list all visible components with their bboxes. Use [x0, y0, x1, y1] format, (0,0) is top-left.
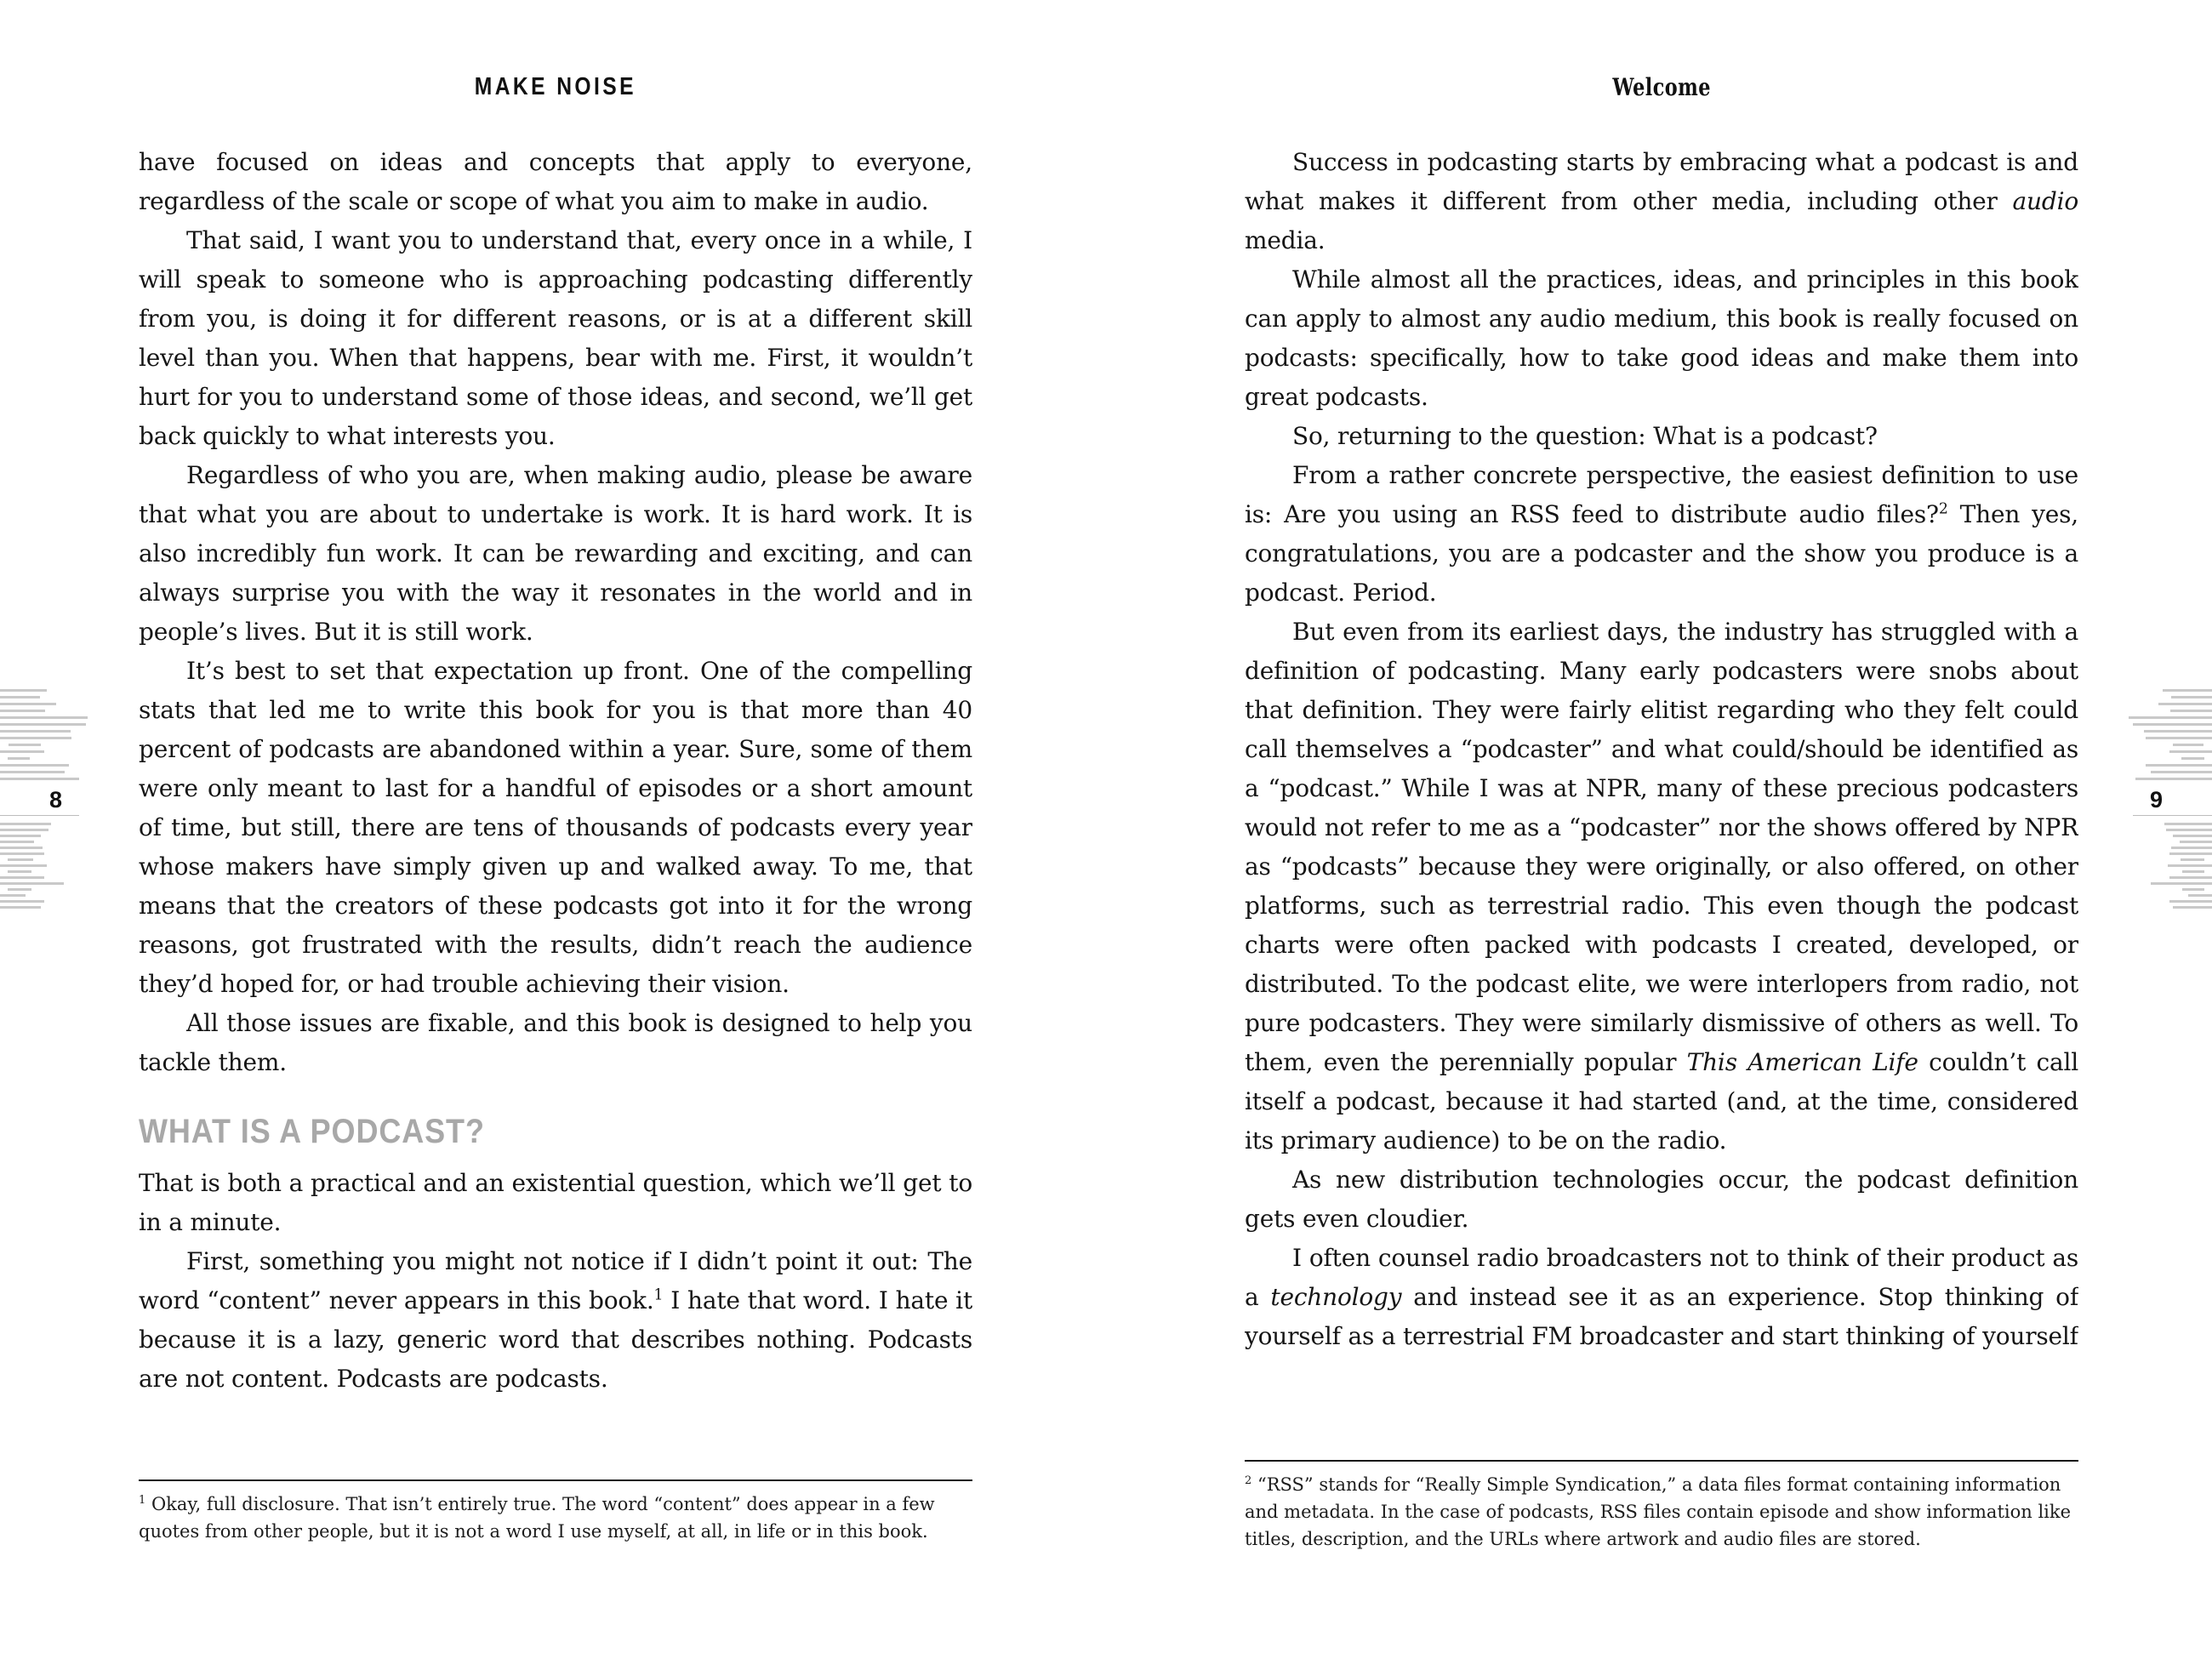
italic-text: This American Life	[1686, 1048, 1918, 1076]
edge-bar	[0, 737, 71, 739]
edge-bar	[2171, 847, 2212, 849]
text-run: That is both a practical and an existential question, which we’ll get to in a minute.	[139, 1169, 972, 1236]
page-number-right: 9	[2149, 787, 2163, 812]
page-number-left: 8	[49, 787, 63, 812]
edge-bar	[0, 852, 44, 855]
edge-bar	[2182, 888, 2204, 891]
edge-bar	[2144, 730, 2212, 733]
edge-bar	[2173, 835, 2212, 837]
paragraph	[139, 1004, 972, 1082]
edge-bar	[2169, 750, 2212, 753]
running-head-left-text: MAKE NOISE	[474, 73, 637, 100]
edge-bar	[0, 778, 79, 780]
text-run: Then yes, congratulations, you are a podcaster and the show you produce is a podcast. Period.	[1245, 500, 2078, 607]
edge-bar	[2146, 737, 2212, 739]
text-run: From a rather concrete perspective, the easiest definition to use is: Are you using an RSS feed to distribute audio files?	[1245, 461, 2078, 528]
edge-bar	[2133, 723, 2212, 726]
edge-bar	[0, 750, 44, 753]
running-head-right-text: Welcome	[1612, 73, 1711, 101]
edge-rule-left	[0, 815, 79, 816]
text-run: “RSS” stands for “Really Simple Syndication,” a data files format containing information and metadata. In the case of podcasts, RSS files contain episode and show information like titles, description, and the URLs where artwork and audio files are stored.	[1245, 1474, 2072, 1549]
edge-bar	[0, 835, 41, 837]
text-run: I often counsel radio broadcasters not to think of their product as a	[1245, 1244, 2078, 1311]
page-edge-decoration-left	[0, 689, 111, 912]
paragraph	[139, 221, 972, 456]
edge-waveform-right-top	[2101, 689, 2212, 784]
edge-waveform-right-bottom	[2101, 823, 2212, 912]
paragraph	[1245, 613, 2078, 1160]
footnote-marker: 1	[139, 1494, 146, 1507]
edge-bar	[0, 689, 47, 692]
text-run: have focused on ideas and concepts that apply to everyone, regardless of the scale or scope of what you aim to make in audio.	[139, 148, 972, 215]
edge-bar	[2169, 900, 2212, 903]
text-run: So, returning to the question: What is a podcast?	[1292, 422, 1878, 450]
edge-bar	[8, 870, 31, 873]
edge-bar	[2158, 703, 2212, 705]
italic-text: audio	[2012, 187, 2078, 215]
footnote-rule-right	[1245, 1460, 2078, 1462]
edge-bar	[8, 757, 30, 760]
edge-bar	[2180, 841, 2212, 843]
edge-bar	[0, 829, 48, 831]
paragraph	[139, 143, 972, 221]
footnote-rule-left	[139, 1479, 972, 1481]
footnote-marker: 1	[653, 1286, 664, 1304]
paragraph	[1245, 143, 2078, 260]
running-head-left	[139, 73, 972, 101]
italic-text: technology	[1270, 1283, 1402, 1311]
edge-bar	[2166, 829, 2212, 831]
edge-bar	[2164, 823, 2212, 825]
edge-bar	[2135, 778, 2212, 780]
text-run: Success in podcasting starts by embracing what a podcast is and what makes it different from other media, including other	[1245, 148, 2078, 215]
text-run: Okay, full disclosure. That isn’t entirely true. The word “content” does appear in a few quotes from other people, but it is not a word I use myself, at all, in life or in this book.	[139, 1494, 935, 1542]
edge-bar	[2182, 870, 2204, 873]
edge-bar	[0, 847, 43, 849]
text-run: While almost all the practices, ideas, and principles in this book can apply to almost any audio medium, this book is really focused on podcasts: specifically, how to take good ideas and make them into great podcasts.	[1245, 265, 2078, 411]
text-run: All those issues are fixable, and this book is designed to help you tackle them.	[139, 1009, 972, 1076]
edge-bar	[0, 730, 71, 733]
edge-bar	[0, 771, 65, 773]
paragraph	[139, 1242, 972, 1399]
edge-bar	[0, 841, 34, 843]
text-run: As new distribution technologies occur, the podcast definition gets even cloudier.	[1245, 1166, 2078, 1233]
paragraph	[139, 1164, 972, 1242]
edge-bar	[0, 864, 47, 867]
edge-bar	[0, 764, 69, 767]
edge-bar	[2171, 696, 2212, 698]
footnote-text-right	[1245, 1471, 2078, 1553]
paragraph	[139, 652, 972, 1004]
edge-bar	[0, 696, 40, 698]
page-right	[1245, 0, 2078, 1659]
edge-bar	[2173, 906, 2212, 909]
text-run: That said, I want you to understand that, every once in a while, I will speak to someone who is approaching podcasting differently from you, is doing it for different reasons, or is at a different skill level than you. When that happens, bear with me. First, it wouldn’t hurt for you to understand some of those ideas, and second, we’ll get back quickly to what interests you.	[139, 226, 972, 450]
footnote-marker: 2	[1245, 1474, 1252, 1487]
paragraph	[139, 456, 972, 652]
text-run: media.	[1245, 226, 1325, 254]
paragraph	[1245, 1160, 2078, 1239]
edge-waveform-left-bottom	[0, 823, 111, 912]
edge-bar	[0, 823, 51, 825]
page-left	[139, 0, 972, 1659]
edge-bar	[2181, 757, 2204, 760]
edge-rule-right	[2133, 815, 2212, 816]
paragraph	[1245, 260, 2078, 417]
body-text-right	[1245, 143, 2078, 1460]
text-run: It’s best to set that expectation up front. One of the compelling stats that led me to write this book for you is that more than 40 percent of podcasts are abandoned within a year. Sure, some of them were only meant to last for a handful of episodes or a short amount of time, but still, there are tens of thousands of podcasts every year whose makers have simply given up and walked away. To me, that means that the creators of these podcasts got into it for the wrong reasons, got frustrated with the results, didn’t reach the audience they’d hoped for, or had trouble achieving their vision.	[139, 657, 972, 998]
paragraph	[1245, 417, 2078, 456]
footnote-marker: 2	[1938, 500, 1948, 518]
edge-bar	[2163, 689, 2212, 692]
text-run: couldn’t call itself a podcast, because it had started (and, at the time, considered its primary audience) to be on the radio.	[1245, 1048, 2078, 1154]
edge-bar	[0, 876, 44, 879]
edge-bar	[0, 703, 56, 705]
text-run: I hate that word. I hate it because it is a lazy, generic word that describes nothing. Podcasts are not content. Podcasts are podcasts.	[139, 1286, 972, 1393]
edge-bar	[2181, 858, 2204, 861]
edge-bar	[0, 900, 44, 903]
edge-bar	[2170, 710, 2212, 712]
paragraph	[1245, 456, 2078, 613]
page-edge-decoration-right	[2101, 689, 2212, 912]
paragraph	[1245, 1239, 2078, 1356]
edge-bar	[9, 744, 41, 746]
edge-waveform-left-top	[0, 689, 111, 784]
edge-bar	[2188, 894, 2212, 897]
edge-bar	[0, 723, 86, 726]
edge-bar	[8, 858, 33, 861]
footnote-text-left	[139, 1491, 972, 1545]
edge-bar	[8, 888, 31, 891]
edge-bar	[2151, 882, 2212, 885]
edge-bar	[2169, 876, 2212, 879]
body-text-left	[139, 143, 972, 1460]
edge-bar	[0, 710, 45, 712]
running-head-right	[1245, 73, 2078, 101]
text-run: and instead see it as an experience. Stop thinking of yourself as a terrestrial FM broadcaster and start thinking of yourself	[1245, 1283, 2078, 1350]
edge-bar	[0, 882, 64, 885]
text-run: Regardless of who you are, when making audio, please be aware that what you are about to undertake is work. It is hard work. It is also incredibly fun work. It can be rewarding and exciting, and can always surprise you with the way it resonates in the world and in people’s lives. But it is still work.	[139, 461, 972, 646]
section-heading: WHAT IS A PODCAST?	[139, 1113, 485, 1150]
text-run: First, something you might not notice if I didn’t point it out: The word “content” never appears in this book.	[139, 1247, 972, 1314]
edge-bar	[2146, 764, 2212, 767]
edge-bar	[2173, 744, 2203, 746]
footnote-right	[1245, 1460, 2078, 1553]
footnote-left	[139, 1479, 972, 1545]
edge-bar	[2129, 716, 2212, 719]
edge-bar	[2168, 864, 2212, 867]
edge-bar	[0, 894, 26, 897]
edge-bar	[0, 906, 41, 909]
text-run: But even from its earliest days, the industry has struggled with a definition of podcasting. Many early podcasters were snobs about that definition. They were fairly elitist regarding who they felt could call themselves a “podcaster” and what could/should be identified as a “podcast.” While I was at NPR, many of these precious podcasters would not refer to me as a “podcaster” nor the shows offered by NPR as “podcasts” because they were originally, or also offered, on other platforms, such as terrestrial radio. This even though the podcast charts were often packed with podcasts I created, developed, or distributed. To the podcast elite, we were interlopers from radio, not pure podcasters. They were similarly dismissive of others as well. To them, even the perennially popular	[1245, 618, 2078, 1076]
edge-bar	[0, 716, 88, 719]
edge-bar	[2169, 852, 2212, 855]
edge-bar	[2151, 771, 2212, 773]
